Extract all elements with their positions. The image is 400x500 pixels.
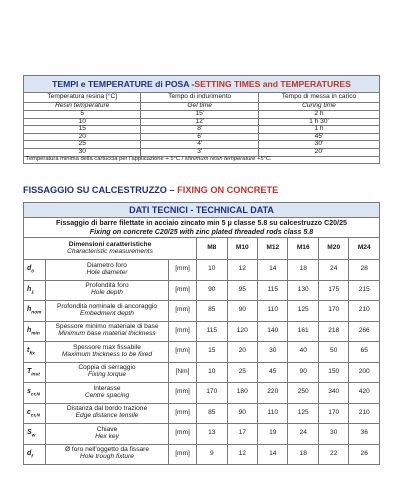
symbol-letter: h [27,326,32,334]
symbol-subscript: nom [31,310,42,316]
setting-times-cell: 4' [141,141,258,149]
row-description-it: Spessore minimo materiale di base [55,323,159,331]
value-cell: 15 [197,342,227,363]
value-cell: 30 [258,342,288,363]
value-cell: 150 [318,362,348,383]
row-description-it: Distanza dal bordo trazione [66,405,148,413]
value-cell: 30 [318,424,348,445]
value-cell: 215 [349,280,380,301]
technical-data-subtitle-it: Fissaggio di barre filettate in acciaio zincato min 5 μ classe 5.8 su calcestruzzo C20/25 [56,219,347,227]
setting-times-note-it: Temperatura minima della cartuccia per l'applicazione + 5°C / [26,155,185,162]
value-cell: 14 [258,444,288,465]
size-header: M16 [288,238,318,260]
row-symbol [24,444,46,465]
row-description [46,383,169,404]
row-description-it: Profondità nominale di ancoraggio [56,302,158,310]
value-cell: 36 [349,424,380,445]
row-unit: [mm] [169,342,197,363]
symbol-letter: h [27,285,32,293]
row-description-it: Chiave [96,425,118,433]
symbol-subscript: cr,N [30,392,40,398]
row-symbol [24,301,46,322]
value-cell: 110 [258,301,288,322]
symbol-letter: c [27,408,31,416]
row-description-en: Edge distance tensile [75,412,139,420]
value-cell: 170 [318,301,348,322]
value-cell: 420 [349,383,380,404]
technical-data-header-row [24,238,380,260]
setting-times-title-en: SETTING TIMES and TEMPERATURES [194,79,351,89]
setting-times-cell: 25 [24,141,141,149]
row-description [46,362,169,383]
row-symbol [24,342,46,363]
technical-data-row [24,321,380,342]
value-cell: 175 [318,280,348,301]
setting-times-header-it: Tempo di messa in carico [258,93,379,103]
symbol-subscript: w [31,433,36,439]
row-unit: [Nm] [169,362,197,383]
value-cell: 50 [318,342,348,363]
section-heading [23,185,278,195]
technical-data-row [24,260,380,281]
value-cell: 28 [349,260,380,281]
value-cell: 161 [288,321,318,342]
row-symbol [24,280,46,301]
value-cell: 10 [197,362,227,383]
value-cell: 218 [318,321,348,342]
symbol-subscript: f [31,453,33,459]
value-cell: 115 [197,321,227,342]
symbol-letter: t [27,347,30,355]
setting-times-title-it: TEMPI e TEMPERATURE di POSA - [52,79,195,89]
row-description [46,342,169,363]
setting-times-title [23,75,380,92]
technical-data-row [24,362,380,383]
row-description-en: Fixing torque [87,371,127,379]
value-cell: 25 [227,362,257,383]
setting-times-cell: 1 h [258,126,379,134]
row-description-en: Hex key [95,432,119,440]
row-description [46,280,169,301]
value-cell: 40 [288,342,318,363]
row-description-it: Coppia di serraggio [78,364,136,372]
value-cell: 90 [288,362,318,383]
symbol-letter: T [27,367,32,375]
row-description-it: Spessore max fissabile [73,343,141,351]
value-cell: 90 [197,280,227,301]
setting-times-note-row [24,156,380,163]
value-cell: 17 [227,424,257,445]
setting-times-cell: 20 [24,133,141,141]
setting-times-cell: 5 [24,111,141,119]
technical-data-row [24,342,380,363]
value-cell: 125 [288,301,318,322]
row-description-en: Hole trough fixture [80,453,134,461]
setting-times-header-en: Gel time [141,103,258,111]
value-cell: 340 [318,383,348,404]
value-cell: 90 [227,403,257,424]
row-description-en: Maximum thickness to be fixed [61,350,153,358]
symbol-letter: h [27,306,32,314]
technical-data-row [24,383,380,404]
value-cell: 140 [258,321,288,342]
value-cell: 9 [197,444,227,465]
symbol-subscript: 1 [31,289,34,295]
row-symbol [24,362,46,383]
setting-times-cell: 2 h [258,111,379,119]
value-cell: 266 [349,321,380,342]
row-description-it: Profondità foro [85,282,129,290]
row-description-en: Hole diameter [86,268,128,276]
value-cell: 12 [227,444,257,465]
value-cell: 120 [227,321,257,342]
value-cell: 18 [288,444,318,465]
setting-times-grid [23,92,380,164]
technical-data-subtitle [23,217,380,237]
section-heading-it: FISSAGGIO SU CALCESTRUZZO – [23,185,178,195]
setting-times-note [24,156,380,163]
row-description [46,444,169,465]
value-cell: 85 [197,403,227,424]
row-symbol [24,321,46,342]
row-unit: [mm] [169,424,197,445]
row-unit: [mm] [169,260,197,281]
symbol-letter: s [27,388,31,396]
row-symbol [24,260,46,281]
technical-data-row [24,301,380,322]
setting-times-cell: 12' [141,118,258,126]
section-heading-en: FIXING ON CONCRETE [177,185,279,195]
row-description [46,301,169,322]
characteristic-header [24,238,197,260]
characteristic-header-it: Dimensioni caratteristiche [68,240,152,248]
setting-times-cell: 15 [24,126,141,134]
symbol-subscript: cr,N [30,412,40,418]
symbol-subscript: min [31,330,40,336]
setting-times-table [23,75,380,164]
value-cell: 14 [258,260,288,281]
row-description-it: Interasse [93,384,121,392]
row-unit: [mm] [169,301,197,322]
row-unit: [mm] [169,280,197,301]
symbol-subscript: inst [31,371,40,377]
value-cell: 210 [349,403,380,424]
value-cell: 170 [318,403,348,424]
row-description-it: Ø foro nell'oggetto da fissare [64,446,150,454]
symbol-subscript: 0 [31,269,34,275]
row-unit: [mm] [169,444,197,465]
value-cell: 10 [197,260,227,281]
setting-times-cell: 6' [141,133,258,141]
value-cell: 20 [227,342,257,363]
row-description-it: Diametro foro [87,261,127,269]
value-cell: 170 [197,383,227,404]
value-cell: 110 [258,403,288,424]
size-header: M12 [258,238,288,260]
row-description-en: Hole depth [91,289,123,297]
size-header: M10 [227,238,257,260]
value-cell: 45 [258,362,288,383]
value-cell: 19 [258,424,288,445]
value-cell: 250 [288,383,318,404]
technical-data-row [24,444,380,465]
technical-data-grid [23,237,380,465]
setting-times-cell: 3' [141,148,258,156]
row-unit: [mm] [169,403,197,424]
row-description-en: Embedment depth [80,309,134,317]
size-header: M8 [197,238,227,260]
size-header: M24 [349,238,380,260]
setting-times-cell: 30' [258,141,379,149]
technical-data-row [24,280,380,301]
row-description-en: Centre spacing [84,391,130,399]
setting-times-cell: 45' [258,133,379,141]
symbol-subscript: fix [29,351,35,357]
value-cell: 18 [288,260,318,281]
setting-times-note-en: Minimum resin temperature +5°C. [184,155,272,162]
setting-times-cell: 10 [24,118,141,126]
value-cell: 220 [258,383,288,404]
size-header: M20 [318,238,348,260]
technical-data-subtitle-en: Fixing on concrete C20/25 with zinc plated threaded rods class 5.8 [89,227,314,236]
characteristic-header-en: Characteristic measurements [67,247,153,255]
row-symbol [24,383,46,404]
setting-times-cell: 30 [24,148,141,156]
value-cell: 115 [258,280,288,301]
row-description [46,403,169,424]
setting-times-cell: 8' [141,126,258,134]
row-symbol [24,403,46,424]
setting-times-header-row [24,93,380,103]
value-cell: 210 [349,301,380,322]
symbol-letter: d [27,449,32,457]
setting-times-header-en: Resin temperature [24,103,141,111]
value-cell: 24 [318,260,348,281]
value-cell: 22 [318,444,348,465]
value-cell: 130 [288,280,318,301]
symbol-letter: d [27,265,32,273]
value-cell: 12 [227,260,257,281]
value-cell: 200 [349,362,380,383]
row-description-en: Minimum base material thickness [58,330,156,338]
value-cell: 65 [349,342,380,363]
setting-times-header-en: Curing time [258,103,379,111]
value-cell: 85 [197,301,227,322]
value-cell: 26 [349,444,380,465]
value-cell: 90 [227,301,257,322]
value-cell: 180 [227,383,257,404]
row-description [46,260,169,281]
setting-times-header-it: Temperatura resina [°C] [24,93,141,103]
setting-times-header-it: Tempo di indurimento [141,93,258,103]
technical-data-table [23,202,380,465]
technical-data-row [24,403,380,424]
value-cell: 24 [288,424,318,445]
value-cell: 95 [227,280,257,301]
value-cell: 13 [197,424,227,445]
setting-times-cell: 1 h 30' [258,118,379,126]
row-description [46,424,169,445]
row-description [46,321,169,342]
setting-times-row [24,111,380,119]
row-unit: [mm] [169,383,197,404]
setting-times-cell: 15' [141,111,258,119]
row-symbol [24,424,46,445]
value-cell: 125 [288,403,318,424]
symbol-letter: S [27,429,32,437]
setting-times-cell: 20' [258,148,379,156]
technical-data-row [24,424,380,445]
row-unit: [mm] [169,321,197,342]
technical-data-title: DATI TECNICI - TECHNICAL DATA [23,202,380,217]
